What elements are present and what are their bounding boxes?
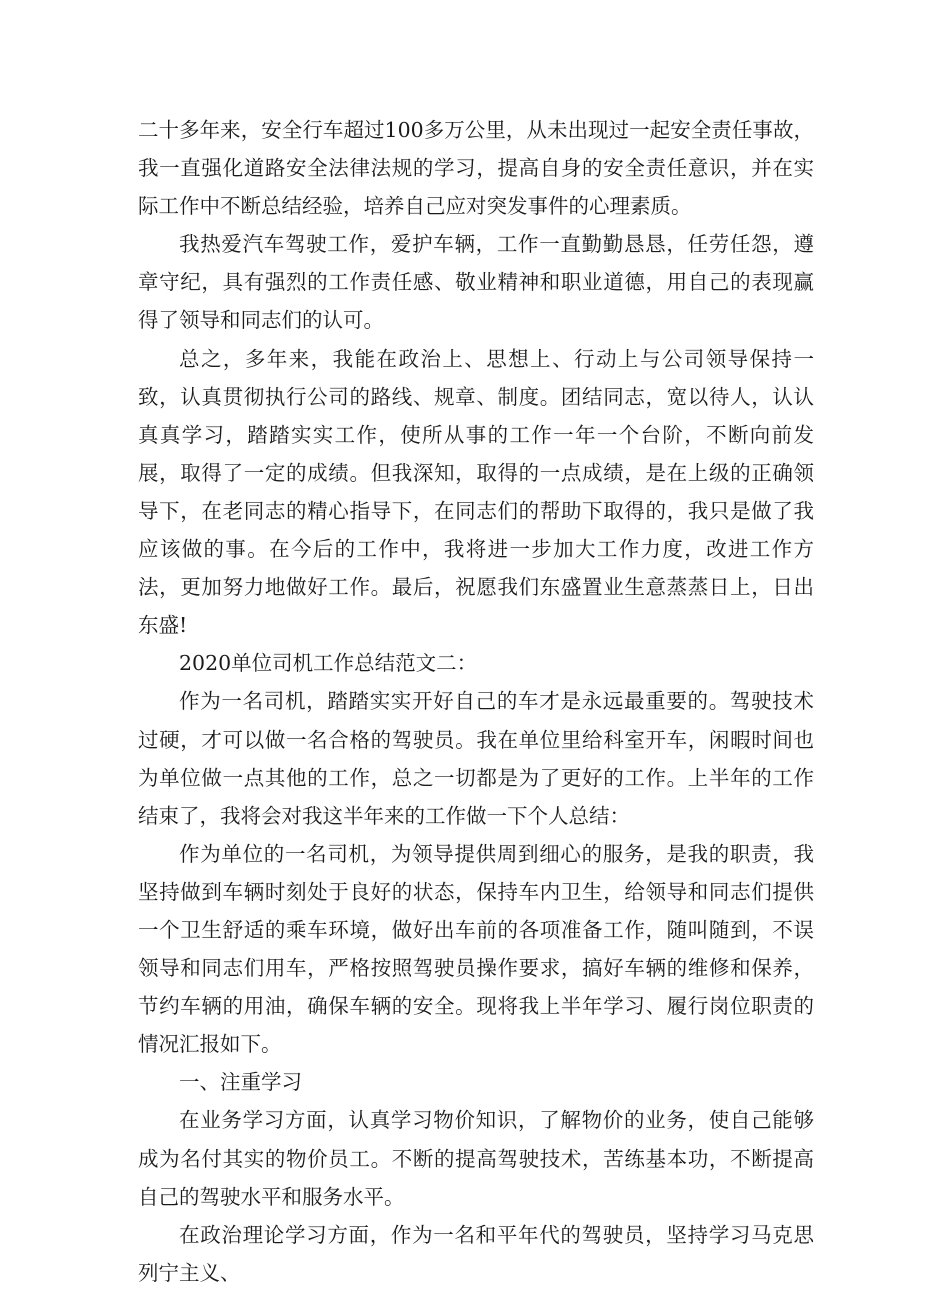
paragraph-political-learning: 在政治理论学习方面，作为一名和平年代的驾驶员，坚持学习马克思列宁主义、 <box>138 1222 814 1285</box>
paragraph-duties: 作为单位的一名司机，为领导提供周到细心的服务，是我的职责，我坚持做到车辆时刻处于良好的状态，保持车内卫生，给领导和同志们提供一个卫生舒适的乘车环境，做好出车前的各项准备工作，随叫随到，不误领导和同志们用车，严格按照驾驶员操作要求，搞好车辆的维修和保养，节约车辆的用油，确保车辆的安全。现将我上半年学习、履行岗位职责的情况汇报如下。 <box>138 841 814 1057</box>
paragraph-driver-role: 作为一名司机，踏踏实实开好自己的车才是永远最重要的。驾驶技术过硬，才可以做一名合格的驾驶员。我在单位里给科室开车，闲暇时间也为单位做一点其他的工作，总之一切都是为了更好的工作。上半年的工作结束了，我将会对我这半年来的工作做一下个人总结： <box>138 689 814 828</box>
paragraph-work-attitude: 我热爱汽车驾驶工作，爱护车辆，工作一直勤勤恳恳，任劳任怨，遵章守纪，具有强烈的工作责任感、敬业精神和职业道德，用自己的表现赢得了领导和同志们的认可。 <box>138 232 814 333</box>
paragraph-summary: 总之，多年来，我能在政治上、思想上、行动上与公司领导保持一致，认真贯彻执行公司的路线、规章、制度。团结同志，宽以待人，认认真真学习，踏踏实实工作，使所从事的工作一年一个台阶，不断向前发展，取得了一定的成绩。但我深知，取得的一点成绩，是在上级的正确领导下，在老同志的精心指导下，在同志们的帮助下取得的，我只是做了我应该做的事。在今后的工作中，我将进一步加大工作力度，改进工作方法，更加努力地做好工作。最后，祝愿我们东盛置业生意蒸蒸日上，日出东盛! <box>138 346 814 638</box>
section-title-sample-two: 2020单位司机工作总结范文二： <box>179 651 478 676</box>
heading-focus-on-learning: 一、注重学习 <box>179 1070 302 1095</box>
paragraph-safety-record: 二十多年来，安全行车超过100多万公里，从未出现过一起安全责任事故，我一直强化道路安全法律法规的学习，提高自身的安全责任意识，并在实际工作中不断总结经验，培养自己应对突发事件的心理素质。 <box>138 118 814 219</box>
paragraph-business-learning: 在业务学习方面，认真学习物价知识，了解物价的业务，使自己能够成为名付其实的物价员工。不断的提高驾驶技术，苦练基本功，不断提高自己的驾驶水平和服务水平。 <box>138 1108 814 1209</box>
document-body <box>138 111 814 1292</box>
